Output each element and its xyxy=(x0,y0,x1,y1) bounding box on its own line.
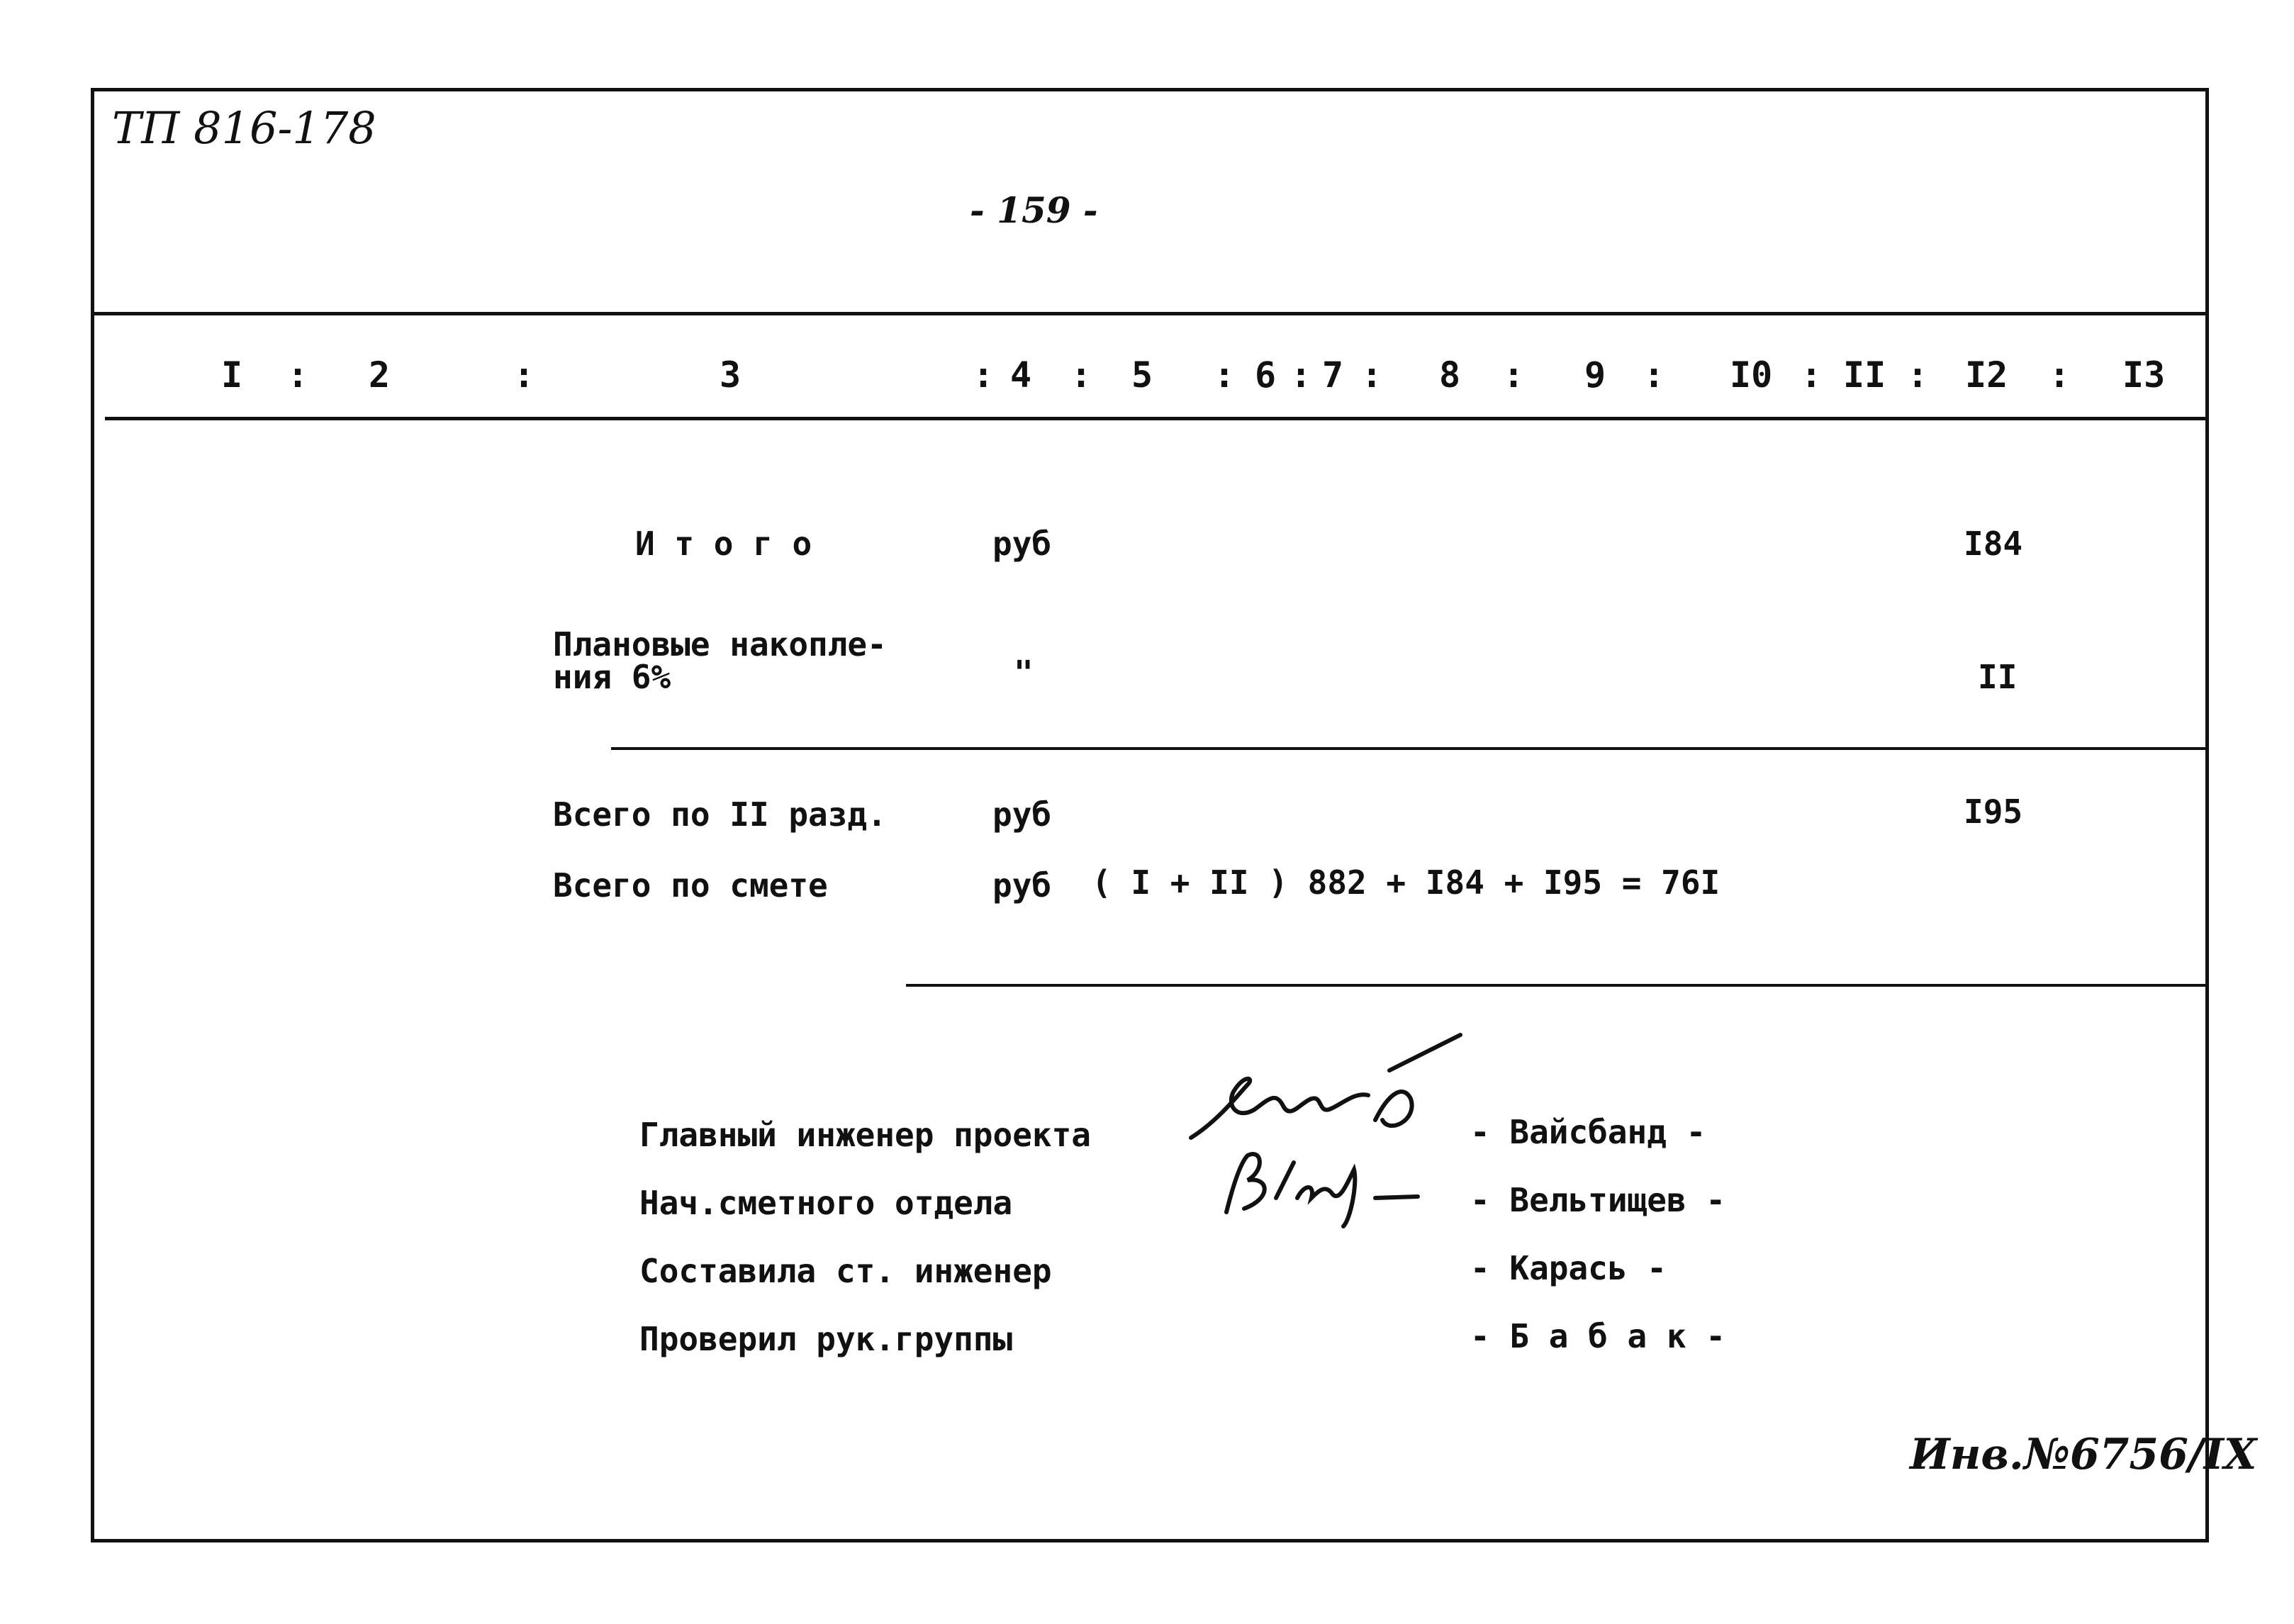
signature-name: - Вайсбанд - xyxy=(1470,1113,1706,1151)
signature-name: - Б а б а к - xyxy=(1470,1317,1726,1355)
column-number: 6 xyxy=(1255,354,1277,396)
column-separator: : xyxy=(1214,354,1236,396)
column-number: 7 xyxy=(1322,354,1344,396)
column-separator: : xyxy=(1070,354,1092,396)
itogo-unit: руб xyxy=(992,525,1052,563)
column-number: 8 xyxy=(1439,354,1461,396)
column-number: I3 xyxy=(2122,354,2166,396)
column-separator: : xyxy=(973,354,995,396)
total-estimate-label: Всего по смете xyxy=(553,866,828,905)
column-number: I0 xyxy=(1730,354,1773,396)
total-section-label: Всего по II разд. xyxy=(553,795,887,834)
column-number: 4 xyxy=(1010,354,1032,396)
column-separator: : xyxy=(1907,354,1929,396)
column-number: I xyxy=(221,354,243,396)
subtotal-rule xyxy=(611,747,2206,750)
total-section-value: I95 xyxy=(1964,793,2023,831)
total-section-unit: руб xyxy=(992,795,1052,834)
document-code: ТП 816-178 xyxy=(112,102,376,154)
column-separator: : xyxy=(1361,354,1383,396)
column-separator: : xyxy=(1643,354,1665,396)
column-number: 3 xyxy=(720,354,742,396)
column-separator: : xyxy=(1801,354,1823,396)
column-separator: : xyxy=(2049,354,2071,396)
planned-label-line1: Плановые накопле- xyxy=(553,625,887,663)
column-number: 2 xyxy=(369,354,391,396)
signature-role: Составила ст. инженер xyxy=(639,1252,1052,1290)
total-estimate-unit: руб xyxy=(992,866,1052,905)
signature-role: Нач.сметного отдела xyxy=(639,1184,1013,1222)
inventory-number: Инв.№6756/IX xyxy=(1910,1430,2257,1479)
signature-name: - Вельтищев - xyxy=(1470,1181,1726,1219)
total-rule xyxy=(906,984,2206,987)
itogo-value: I84 xyxy=(1964,525,2023,563)
total-estimate-formula: ( I + II ) 882 + I84 + I95 = 76I xyxy=(1092,863,1720,902)
planned-value: II xyxy=(1978,658,2018,696)
column-separator: : xyxy=(1503,354,1525,396)
column-number: 9 xyxy=(1584,354,1606,396)
column-separator: : xyxy=(513,354,535,396)
planned-label-line2: ния 6% xyxy=(553,658,671,696)
signature-role: Проверил рук.группы xyxy=(639,1320,1013,1358)
column-number: I2 xyxy=(1965,354,2008,396)
column-number: II xyxy=(1843,354,1886,396)
column-separator: : xyxy=(287,354,309,396)
signature-role: Главный инженер проекта xyxy=(639,1116,1091,1154)
document-frame xyxy=(91,88,2209,1542)
handwritten-signature-head-estimate xyxy=(1205,1141,1432,1233)
header-bottom-rule xyxy=(105,417,2209,420)
planned-unit: " xyxy=(1014,654,1034,692)
signature-name: - Карась - xyxy=(1470,1249,1667,1287)
column-separator: : xyxy=(1290,354,1312,396)
itogo-label: И т о г о xyxy=(635,525,812,563)
page-number: - 159 - xyxy=(970,189,1098,231)
column-number: 5 xyxy=(1131,354,1153,396)
header-top-rule xyxy=(91,312,2209,315)
